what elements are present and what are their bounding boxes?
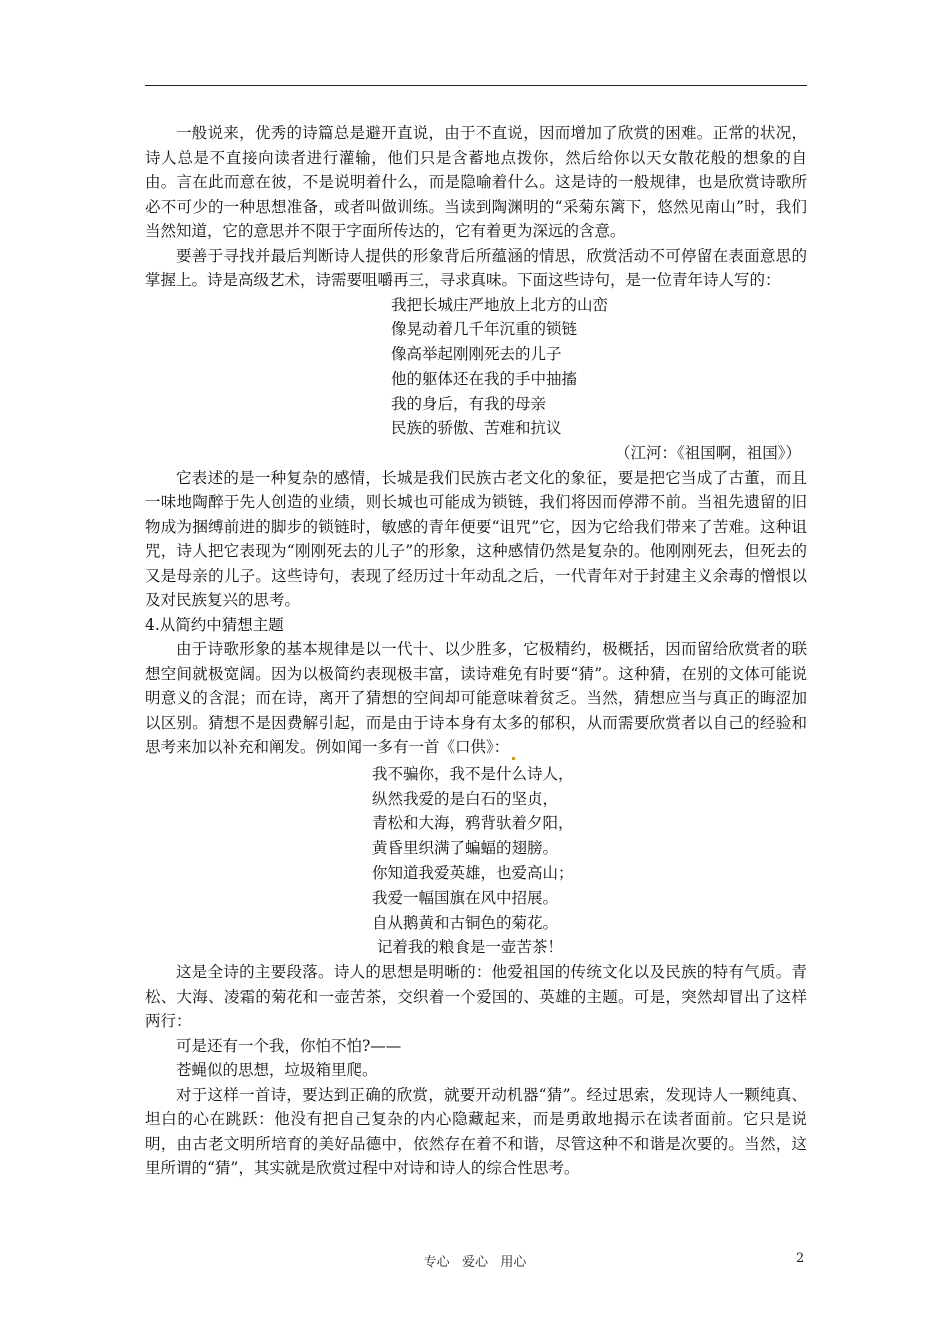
- paragraph-2: 要善于寻找并最后判断诗人提供的形象背后所蕴涵的情思，欣赏活动不可停留在表面意思的掌握上。诗是高级艺术，诗需要咀嚼再三，寻求真味。下面这些诗句，是一位青年诗人写的：: [145, 246, 807, 289]
- poem-line: 我爱一幅国旗在风中招展。: [372, 888, 559, 907]
- paragraph-6: 对于这样一首诗，要达到正确的欣赏，就要开动机器“猜”。经过思索，发现诗人一颗纯真、坦白的心在跳跃：他没有把自己复杂的内心隐藏起来，而是勇敢地揭示在读者面前。它只是说明，由古老文明所培育的美好品德中，依然存在着不和谐，尽管这种不和谐是次要的。当然，这里所谓的“猜”，其实就是欣赏过程中对诗和诗人的综合性思考。: [145, 1085, 807, 1178]
- poem-line: 像晃动着几千年沉重的锁链: [391, 320, 578, 339]
- cursor-mark: [512, 757, 515, 760]
- poem-line: 民族的骄傲、苦难和抗议: [391, 419, 562, 438]
- poem-line: 记着我的粮食是一壶苦茶！: [372, 938, 563, 957]
- paragraph-1: 一般说来，优秀的诗篇总是避开直说，由于不直说，因而增加了欣赏的困难。正常的状况，诗人总是不直接向读者进行灌输，他们只是含蓄地点拨你，然后给你以天女散花般的想象的自由。言在此而意在彼，不是说明着什么，而是隐喻着什么。这是诗的一般规律，也是欣赏诗歌所必不可少的一种思想准备，或者叫做训练。当读到陶渊明的“采菊东篱下，悠然见南山”时，我们当然知道，它的意思并不限于字面所传达的，它有着更为深远的含意。: [145, 124, 807, 240]
- poem-line: 我把长城庄严地放上北方的山峦: [391, 295, 609, 314]
- poem-line: 像高举起刚刚死去的儿子: [391, 345, 562, 364]
- poem-line: 纵然我爱的是白石的坚贞，: [372, 789, 559, 808]
- poem-citation: （江河：《祖国啊，祖国》）: [614, 444, 801, 463]
- poem-line: 青松和大海，鸦背驮着夕阳，: [372, 814, 574, 833]
- quoted-line: 苍蝇似的思想，垃圾箱里爬。: [176, 1061, 378, 1080]
- paragraph-4: [145, 637, 807, 760]
- section-heading: 4.从简约中猜想主题: [145, 615, 284, 634]
- poem-line: 我不骗你，我不是什么诗人，: [372, 764, 574, 783]
- page-content: [145, 121, 807, 1181]
- poem-line: 黄昏里织满了蝙蝠的翅膀。: [372, 839, 559, 858]
- paragraph-3: 它表述的是一种复杂的感情，长城是我们民族古老文化的象征，要是把它当成了古董，而且一味地陶醉于先人创造的业绩，则长城也可能成为锁链，我们将因而停滞不前。当祖先遗留的旧物成为捆缚前进的脚步的锁链时，敏感的青年便要“诅咒”它，因为它给我们带来了苦难。这种诅咒，诗人把它表现为“刚刚死去的儿子”的形象，这种感情仍然是复杂的。他刚刚死去，但死去的又是母亲的儿子。这些诗句，表现了经历过十年动乱之后，一代青年对于封建主义余毒的憎恨以及对民族复兴的思考。: [145, 468, 807, 610]
- poem-line: 他的躯体还在我的手中抽搐: [391, 369, 578, 388]
- footer-slogan: 专心 爱心 用心: [423, 1255, 527, 1270]
- header-rule: [145, 85, 807, 86]
- quoted-line: 可是还有一个我，你怕不怕?——: [176, 1036, 402, 1055]
- poem-excerpt-koupong: [145, 762, 807, 960]
- poem-line: 自从鹅黄和古铜色的菊花。: [372, 913, 559, 932]
- poem-line: 我的身后，有我的母亲: [391, 394, 547, 413]
- poem-excerpt-jianghe: [145, 293, 807, 442]
- paragraph-5: 这是全诗的主要段落。诗人的思想是明晰的：他爱祖国的传统文化以及民族的特有气质。青松、大海、凌霜的菊花和一壶苦茶，交织着一个爱国的、英雄的主题。可是，突然却冒出了这样两行：: [145, 963, 807, 1031]
- page-number: 2: [796, 1251, 805, 1266]
- paragraph-4-text: 由于诗歌形象的基本规律是以一代十、以少胜多，它极精约，极概括，因而留给欣赏者的联想空间就极宽阔。因为以极简约表现极丰富，读诗难免有时要“猜”。这种猜，在别的文体可能说明意义的含混；而在诗，离开了猜想的空间却可能意味着贫乏。当然，猜想应当与真正的晦涩加以区别。猜想不是因费解引起，而是由于诗本身有太多的郁积，从而需要欣赏者以自己的经验和思考来加以补充和阐发。例如闻一多有一首《口供》：: [145, 640, 807, 757]
- poem-line: 你知道我爱英雄，也爱高山；: [372, 863, 574, 882]
